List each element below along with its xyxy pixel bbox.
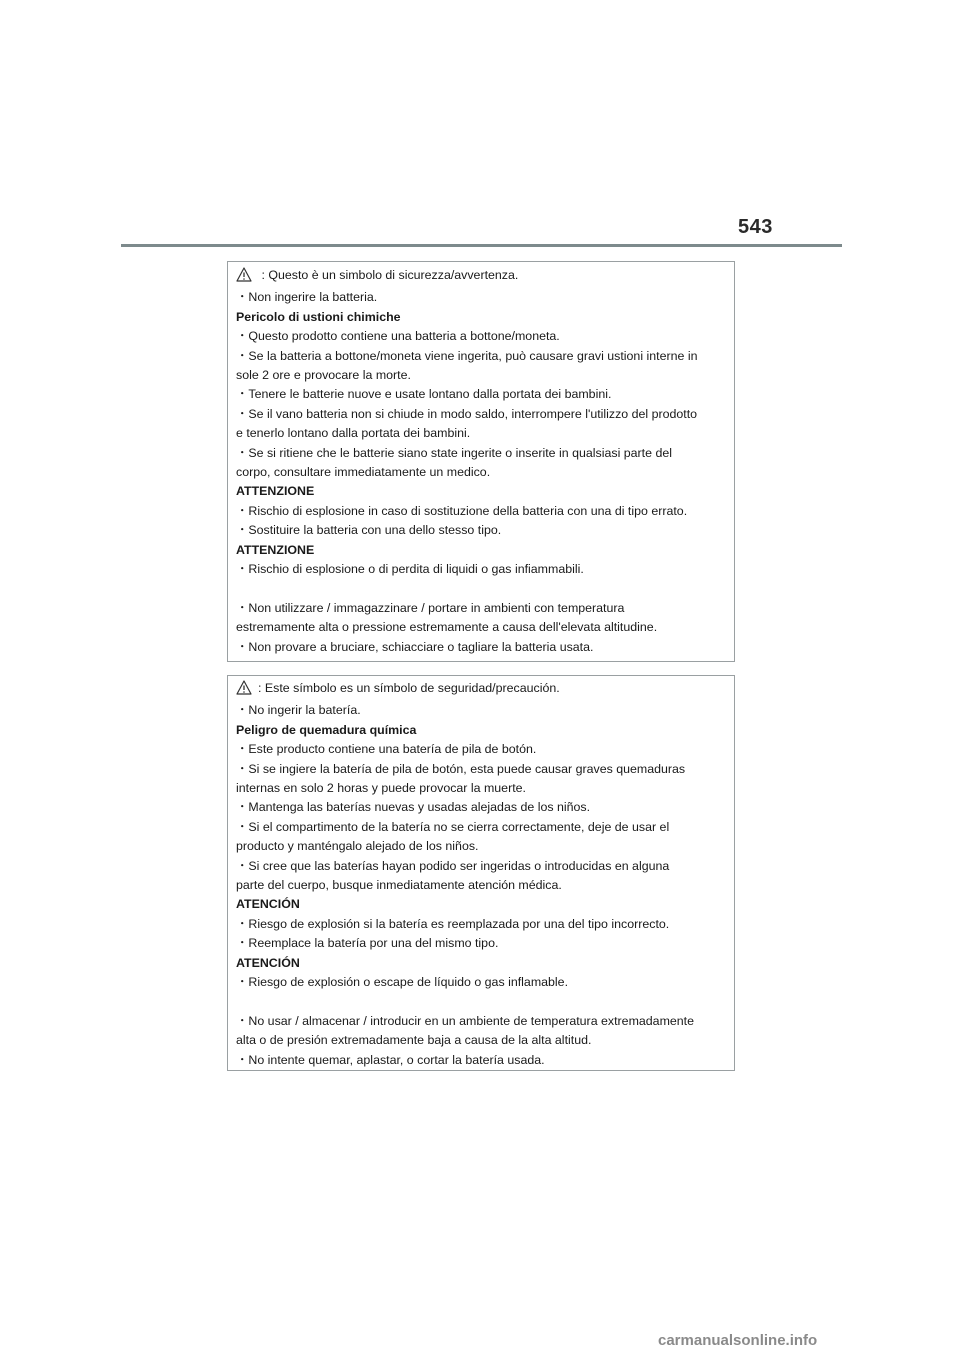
spanish-line-text: ・No usar / almacenar / introducir en un ambiente de temperatura extremadamente <box>236 1013 694 1028</box>
spanish-line-text: : Este símbolo es un símbolo de seguridad/precaución. <box>258 681 560 695</box>
spanish-line-text: alta o de presión extremadamente baja a causa de la alta altitud. <box>236 1033 592 1048</box>
italian-text-line <box>236 405 726 424</box>
spanish-line-text: ATENCIÓN <box>236 955 300 970</box>
italian-line-text: ATTENZIONE <box>236 484 315 499</box>
italian-text-line <box>236 463 726 482</box>
italian-line-text: estremamente alta o pressione estremamente a causa dell'elevata altitudine. <box>236 620 658 635</box>
spanish-line-text: ・Riesgo de explosión o escape de líquido o gas inflamable. <box>236 975 569 990</box>
spanish-line-text: parte del cuerpo, busque inmediatamente atención médica. <box>236 878 562 893</box>
spanish-line-text: ・Si cree que las baterías hayan podido ser ingeridas o introducidas en alguna <box>236 858 670 873</box>
italian-line-text: sole 2 ore e provocare la morte. <box>236 368 411 383</box>
italian-line-text: : Questo è un simbolo di sicurezza/avvertenza. <box>258 268 519 282</box>
italian-text-line <box>236 560 726 579</box>
spanish-text-line <box>236 876 726 895</box>
spanish-text-line <box>236 760 726 779</box>
spanish-text-line <box>236 915 726 934</box>
italian-line-text: ・Rischio di esplosione in caso di sostituzione della batteria con una di tipo errato. <box>236 503 688 518</box>
italian-text-line <box>236 599 726 618</box>
spanish-line-text: ATENCIÓN <box>236 897 300 912</box>
italian-heading <box>236 308 726 327</box>
spanish-text-line <box>236 973 726 992</box>
spanish-line-text: ・No intente quemar, aplastar, o cortar la batería usada. <box>236 1052 545 1067</box>
italian-text-line <box>236 521 726 540</box>
italian-text-line <box>236 444 726 463</box>
spanish-line-text: Peligro de quemadura química <box>236 722 417 737</box>
italian-line-text: ・Tenere le batterie nuove e usate lontano dalla portata dei bambini. <box>236 387 612 402</box>
italian-text-line <box>236 385 726 404</box>
italian-line-text: ・Rischio di esplosione o di perdita di liquidi o gas infiammabili. <box>236 562 584 577</box>
italian-line-text: ・Se si ritiene che le batterie siano state ingerite o inserite in qualsiasi parte del <box>236 445 672 460</box>
spanish-text-line <box>236 679 726 701</box>
italian-line-text: ・Questo prodotto contiene una batteria a bottone/moneta. <box>236 329 560 344</box>
italian-text-line <box>236 266 726 288</box>
italian-line-text: ・Se il vano batteria non si chiude in modo saldo, interrompere l'utilizzo del prodotto <box>236 406 698 421</box>
page-number: 543 <box>738 216 773 238</box>
italian-line-text: ・Non ingerire la batteria. <box>236 290 378 305</box>
spanish-line-text: internas en solo 2 horas y puede provocar la muerte. <box>236 781 526 796</box>
italian-line-text: ・Non utilizzare / immagazzinare / portare in ambienti con temperatura <box>236 600 625 615</box>
italian-line-text: corpo, consultare immediatamente un medico. <box>236 465 491 480</box>
spanish-text-line <box>236 701 726 720</box>
italian-text-line <box>236 424 726 443</box>
spanish-line-text: ・Este producto contiene una batería de pila de botón. <box>236 742 537 757</box>
italian-line-text: e tenerlo lontano dalla portata dei bambini. <box>236 426 471 441</box>
spanish-text-line <box>236 818 726 837</box>
spanish-text-line <box>236 934 726 953</box>
italian-warning-box <box>227 261 735 662</box>
italian-text-line <box>236 502 726 521</box>
spanish-text-line <box>236 837 726 856</box>
spanish-heading <box>236 954 726 973</box>
spanish-text-line <box>236 1051 726 1070</box>
spanish-warning-box <box>227 675 735 1071</box>
spanish-text-line <box>236 857 726 876</box>
italian-text-line <box>236 288 726 307</box>
italian-heading <box>236 482 726 501</box>
italian-line-text: ATTENZIONE <box>236 542 315 557</box>
italian-line-text: ・Non provare a bruciare, schiacciare o tagliare la batteria usata. <box>236 639 594 654</box>
italian-line-text: ・Sostituire la batteria con una dello stesso tipo. <box>236 523 502 538</box>
spanish-line-text: ・No ingerir la batería. <box>236 703 361 718</box>
watermark: carmanualsonline.info <box>658 1332 818 1349</box>
italian-line-text: ・Se la batteria a bottone/moneta viene ingerita, può causare gravi ustioni interne in <box>236 348 698 363</box>
italian-text-line <box>236 327 726 346</box>
spanish-line-text: ・Si el compartimento de la batería no se cierra correctamente, deje de usar el <box>236 819 670 834</box>
spanish-text-line <box>236 1012 726 1031</box>
italian-text-line <box>236 347 726 366</box>
warning-triangle-icon <box>236 267 252 288</box>
spanish-heading <box>236 895 726 914</box>
spanish-text-line <box>236 779 726 798</box>
spanish-line-text: ・Riesgo de explosión si la batería es reemplazada por una del tipo incorrecto. <box>236 916 670 931</box>
spanish-line-text: ・Si se ingiere la batería de pila de botón, esta puede causar graves quemaduras <box>236 761 686 776</box>
italian-line-text: Pericolo di ustioni chimiche <box>236 309 401 324</box>
italian-text-line <box>236 618 726 637</box>
italian-heading <box>236 541 726 560</box>
header-rule <box>121 244 842 247</box>
spanish-line-text: producto y manténgalo alejado de los niños. <box>236 839 479 854</box>
italian-text-line <box>236 366 726 385</box>
spanish-text-line <box>236 1031 726 1050</box>
spanish-line-text: ・Reemplace la batería por una del mismo tipo. <box>236 936 499 951</box>
spanish-line-text: ・Mantenga las baterías nuevas y usadas alejadas de los niños. <box>236 800 591 815</box>
warning-triangle-icon <box>236 680 252 701</box>
italian-text-line <box>236 638 726 657</box>
italian-blank-line <box>236 580 726 599</box>
spanish-heading <box>236 721 726 740</box>
spanish-text-line <box>236 798 726 817</box>
spanish-text-line <box>236 740 726 759</box>
spanish-blank-line <box>236 993 726 1012</box>
